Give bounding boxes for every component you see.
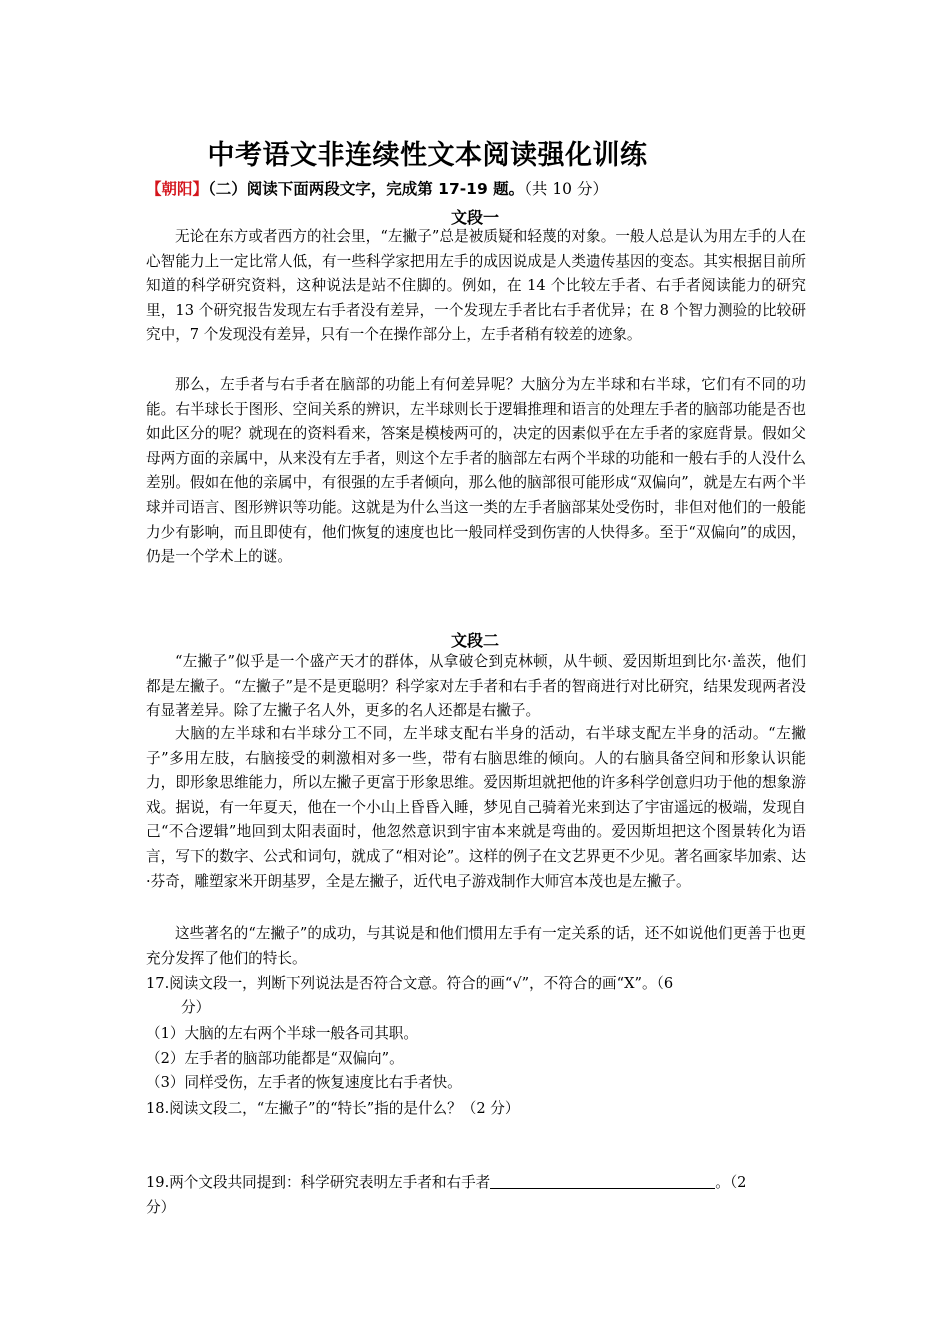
region-tag: 【朝阳】 [146, 180, 209, 198]
question-19-stem-continued: 分） [146, 1199, 176, 1216]
group-score: （共 10 分） [524, 180, 608, 198]
answer-blank[interactable] [490, 1172, 715, 1189]
question-18-stem: 18.阅读文段二，“左撇子”的“特长”指的是什么？（2 分） [146, 1100, 520, 1117]
section-one-paragraph: 那么，左手者与右手者在脑部的功能上有何差异呢？大脑分为左半球和右半球，它们有不同的功能。右半球长于图形、空间关系的辨识，左半球则长于逻辑推理和语言的处理左手者的脑部功能是否也如此区分的呢？就现在的资料看来，答案是模棱两可的，决定的因素似乎在左手者的家庭背景。假如父母两方面的亲属中，从来没有左手者，则这个左手者的脑部左右两个半球的功能和一般右手的人没什么差别。假如在他的亲属中，有很强的左手者倾向，那么他的脑部很可能形成“双偏向”，就是左右两个半球并司语言、图形辨识等功能。这就是为什么当这一类的左手者脑部某处受伤时，非但对他们的一般能力少有影响，而且即使有，他们恢复的速度也比一般同样受到伤害的人快得多。至于“双偏向”的成因，仍是一个学术上的谜。 [146, 376, 806, 566]
section-one-title: 文段一 [450, 208, 499, 227]
question-17-item: （2）左手者的脑部功能都是“双偏向”。 [146, 1050, 404, 1067]
page-title: 中考语文非连续性文本阅读强化训练 [207, 140, 648, 171]
question-17-item: （1）大脑的左右两个半球一般各司其职。 [146, 1025, 418, 1042]
group-instruction: （二）阅读下面两段文字，完成第 17-19 题。 [208, 180, 525, 198]
section-two-paragraph: 这些著名的“左撇子”的成功，与其说是和他们惯用左手有一定关系的话，还不如说他们更善于也更充分发挥了他们的特长。 [146, 925, 806, 967]
section-two-title: 文段二 [450, 631, 499, 650]
question-19-text: 19.两个文段共同提到：科学研究表明左手者和右手者 [146, 1174, 491, 1191]
section-two-paragraph: 大脑的左半球和右半球分工不同，左半球支配右半身的活动，右半球支配左半身的活动。“左撇子”多用左肢，右脑接受的刺激相对多一些，带有右脑思维的倾向。人的右脑具备空间和形象认识能力，即形象思维能力，所以左撇子更富于形象思维。爱因斯坦就把他的许多科学创意归功于他的想象游戏。据说，有一年夏天，他在一个小山上昏昏入睡，梦见自己骑着光来到达了宇宙遥远的极端，发现自己“不合逻辑”地回到太阳表面时，他忽然意识到宇宙本来就是弯曲的。爱因斯坦把这个图景转化为语言，写下的数字、公式和词句，就成了“相对论”。这样的例子在文艺界更不少见。著名画家毕加索、达·芬奇，雕塑家米开朗基罗，全是左撇子，近代电子游戏制作大师宫本茂也是左撇子。 [146, 725, 806, 890]
question-group-header [146, 177, 608, 199]
question-17-stem: 17.阅读文段一，判断下列说法是否符合文意。符合的画“√”，不符合的画“X”。（6 [146, 975, 674, 992]
question-19-stem [146, 1171, 816, 1196]
section-one-paragraph: 无论在东方或者西方的社会里，“左撇子”总是被质疑和轻蔑的对象。一般人总是认为用左手的人在心智能力上一定比常人低，有一些科学家把用左手的成因说成是人类遗传基因的变态。其实根据目前所知道的科学研究资料，这种说法是站不住脚的。例如，在 14 个比较左手者、右手者阅读能力的研究里，13 个研究报告发现左右手者没有差异，一个发现左手者比右手者优异；在 8 个智力测验的比较研究中，7 个发现没有差异，只有一个在操作部分上，左手者稍有较差的迹象。 [146, 228, 806, 344]
question-17-item: （3）同样受伤，左手者的恢复速度比右手者快。 [146, 1074, 462, 1091]
section-two-paragraph: “左撇子”似乎是一个盛产天才的群体，从拿破仑到克林顿，从牛顿、爱因斯坦到比尔·盖茨，他们都是左撇子。“左撇子”是不是更聪明？科学家对左手者和右手者的智商进行对比研究，结果发现两者没有显著差异。除了左撇子名人外，更多的名人还都是右撇子。 [146, 653, 806, 720]
question-17-stem-continued: 分） [181, 999, 211, 1016]
question-19-score: 。（2 [715, 1174, 747, 1191]
